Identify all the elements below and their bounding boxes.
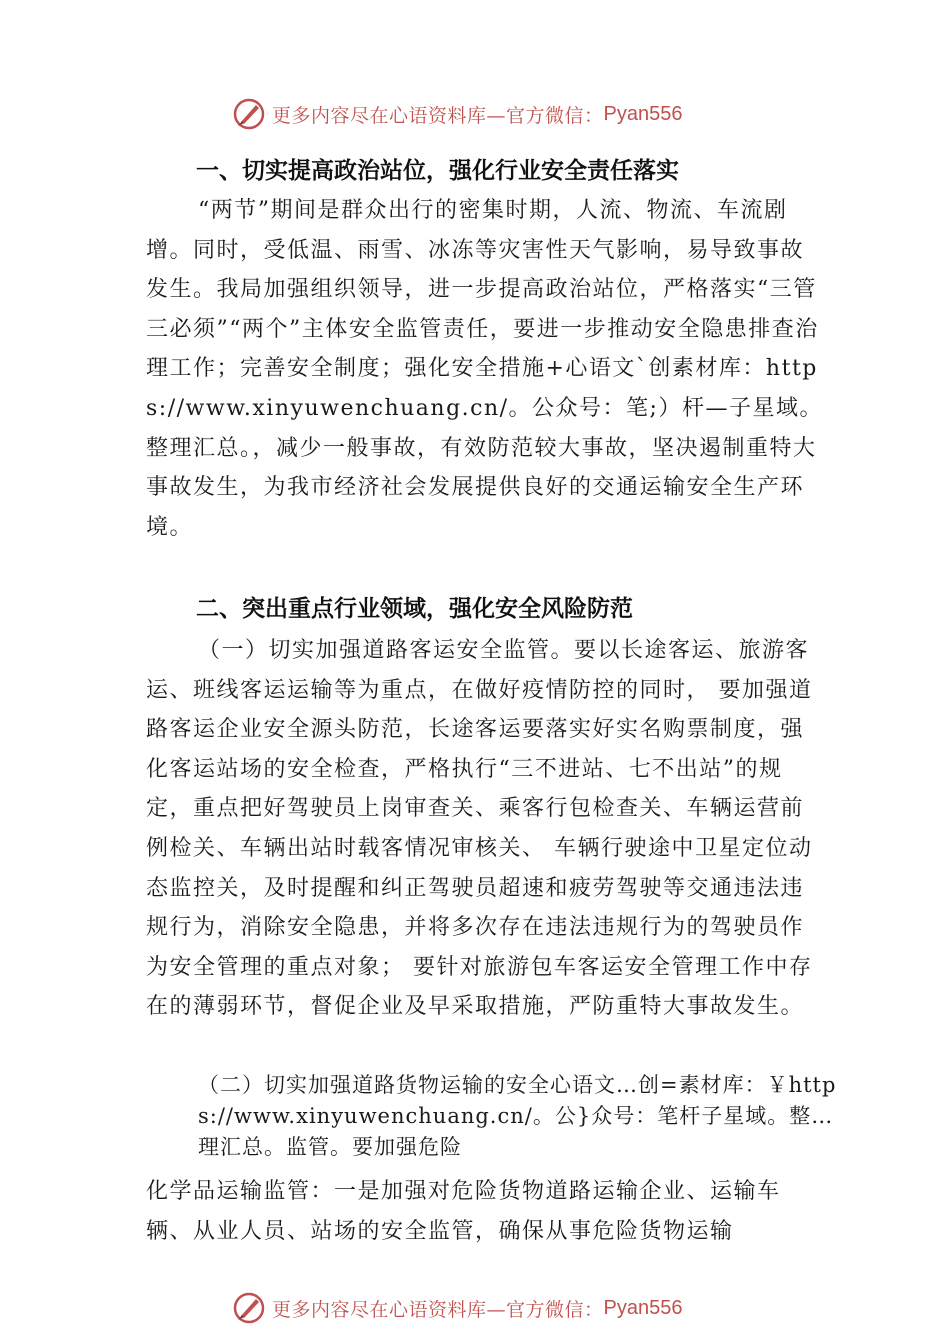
paragraph-3-body: 化学品运输监管：一是加强对危险货物道路运输企业、运输车辆、从业人员、站场的安全监管，确保从事危险货物运输 xyxy=(146,1179,781,1244)
watermark-account: Pyan556 xyxy=(603,102,683,125)
paragraph-3-intro: （二）切实加强道路货物运输的安全心语文…创=素材库：￥https://www.xinyuwenchuang.cn/。公}众号：笔杆子星域。整…理汇总。监管。要加强危险 xyxy=(198,1073,837,1159)
pen-feather-logo-icon xyxy=(232,1291,266,1325)
paragraph-2: （一）切实加强道路客运安全监管。要以长途客运、旅游客运、班线客运运输等为重点，在做好疫情防控的同时， 要加强道路客运企业安全源头防范，长途客运要落实好实名购票制度，强化客运站场的安全检查，严格执行“三不进站、七不出站”的规定，重点把好驾驶员上岗审查关、乘客行包检查关、车辆运营前例检关、车辆出站时载客情况审核关、 车辆行驶途中卫星定位动态监控关，及时提醒和纠正驾驶员超速和疲劳驾驶等交通违法违规行为，消除安全隐患，并将多次存在违法违规行为的驾驶员作为安全管理的重点对象； 要针对旅游包车客运安全管理工作中存在的薄弱环节，督促企业及早采取措施，严防重特大事故发生。 xyxy=(146,638,813,1020)
section-heading-2: 二、突出重点行业领域，强化安全风险防范 xyxy=(196,596,633,622)
watermark-text: 更多内容尽在心语资料库—官方微信： xyxy=(272,1298,604,1321)
watermark-text: 更多内容尽在心语资料库—官方微信： xyxy=(272,104,604,127)
section-heading-1: 一、切实提高政治站位，强化行业安全责任落实 xyxy=(196,158,679,184)
watermark-header xyxy=(232,96,682,132)
paragraph-1: “两节”期间是群众出行的密集时期，人流、物流、车流剧增。同时，受低温、雨雪、冰冻等灾害性天气影响，易导致事故发生。我局加强组织领导，进一步提高政治站位，严格落实“三管三必须”“两个”主体安全监管责任，要进一步推动安全隐患排查治理工作；完善安全制度；强化安全措施+心语文`创素材库：https://www.xinyuwenchuang.cn/。公众号：笔;）杆—子星域。整理汇总。，减少一般事故，有效防范较大事故，坚决遏制重特大事故发生，为我市经济社会发展提供良好的交通运输安全生产环境。 xyxy=(146,198,823,540)
watermark-account: Pyan556 xyxy=(603,1296,683,1319)
watermark-footer xyxy=(232,1290,682,1326)
pen-feather-logo-icon xyxy=(232,97,266,131)
